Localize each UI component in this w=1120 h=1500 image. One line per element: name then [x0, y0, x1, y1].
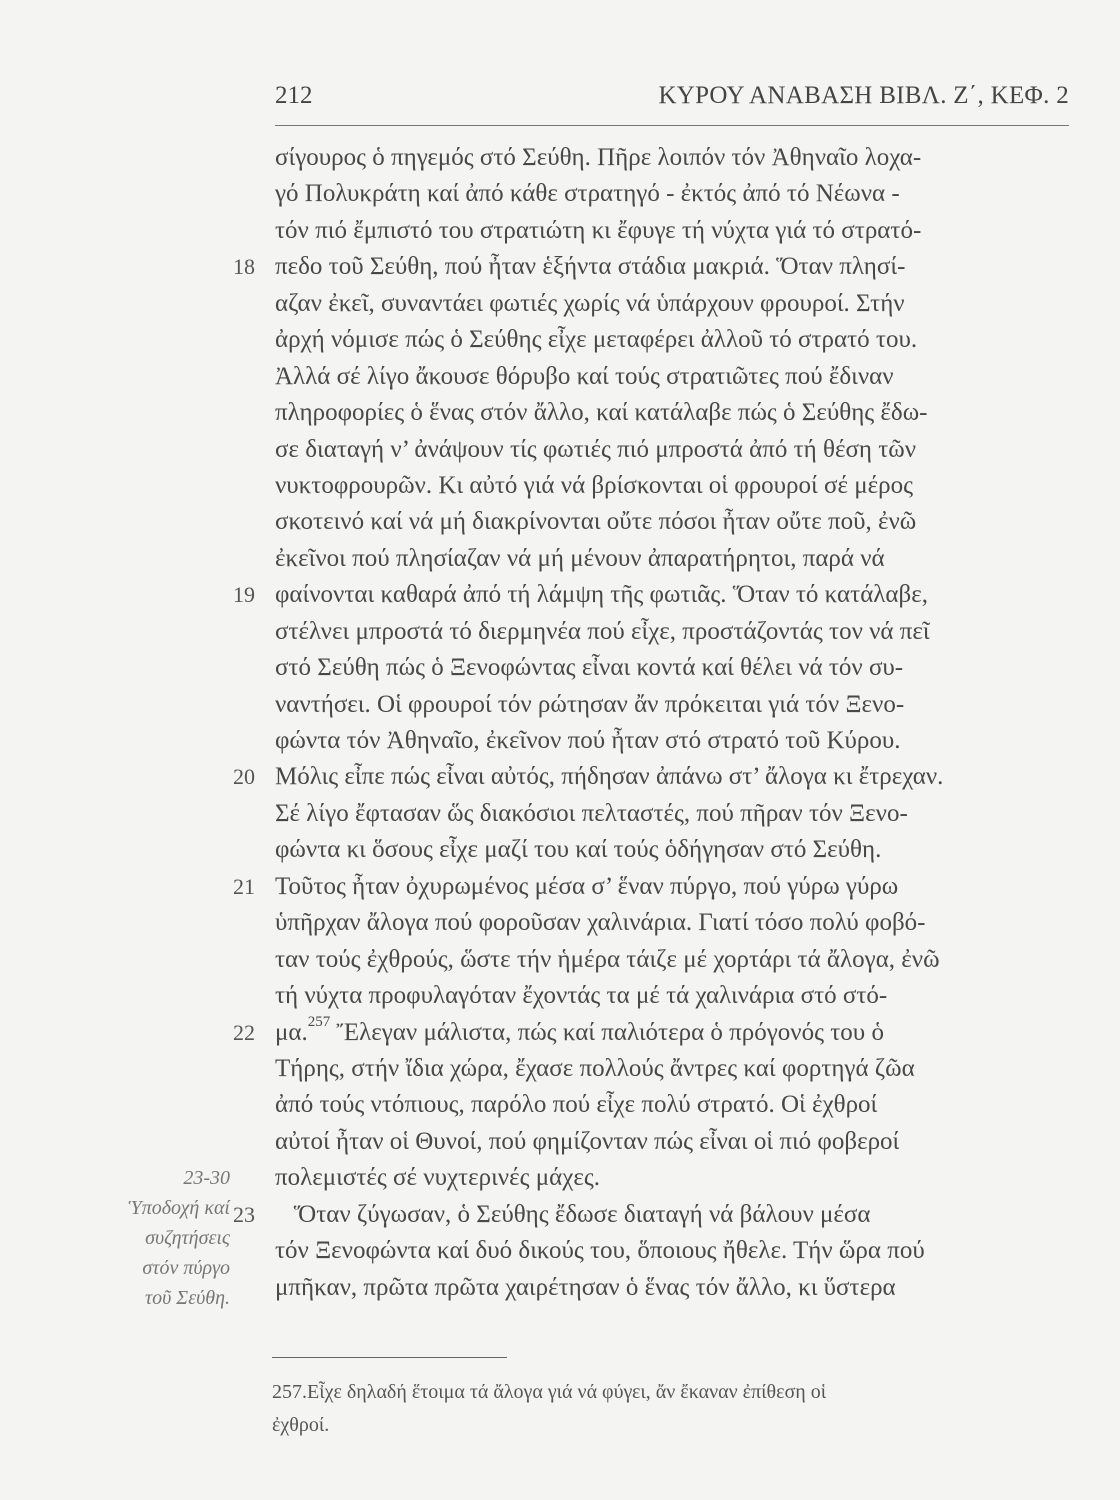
text-line: πολεμιστές σέ νυχτερινές μάχες. [275, 1164, 600, 1192]
text-line: ἐκεῖνοι πού πλησίαζαν νά μή μένουν ἀπαρατήρητοι, παρά νά [275, 544, 885, 572]
text-line: Σέ λίγο ἔφτασαν ὥς διακόσιοι πελταστές, πού πῆραν τόν Ξενο- [275, 799, 908, 827]
line-number: 21 [233, 873, 255, 899]
text-line: φώντα τόν Ἀθηναῖο, ἐκεῖνον πού ἦταν στό στρατό τοῦ Κύρου. [275, 727, 901, 754]
line-number: 22 [233, 1019, 255, 1045]
text-line: φώντα κι ὅσους εἶχε μαζί του καί τούς ὁδήγησαν στό Σεύθη. [275, 836, 882, 864]
footnote-line: ἐχθροί. [272, 1414, 330, 1436]
text-line: σίγουρος ὁ πηγεμός στό Σεύθη. Πῆρε λοιπόν τόν Ἀθηναῖο λοχα- [275, 144, 922, 171]
footnote-rule [272, 1357, 507, 1358]
text-line: 20 Μόλις εἶπε πώς εἶναι αὐτός, πήδησαν ἀπάνω στ’ ἄλογα κι ἔτρεχαν. [275, 759, 1085, 795]
running-title: ΚΥΡΟΥ ΑΝΑΒΑΣΗ ΒΙΒΛ. Ζ΄, ΚΕΦ. 2 [658, 82, 1069, 109]
text-line: Τήρης, στήν ἴδια χώρα, ἔχασε πολλούς ἄντρες καί φορτηγά ζῶα [275, 1054, 915, 1082]
text-line: Ἀλλά σέ λίγο ἄκουσε θόρυβο καί τούς στρατιῶτες πού ἔδιναν [275, 362, 894, 390]
text-line: 19 φαίνονται καθαρά ἀπό τή λάμψη τῆς φωτιᾶς. Ὅταν τό κατάλαβε, [275, 577, 1085, 613]
text-line: αζαν ἐκεῖ, συναντάει φωτιές χωρίς νά ὑπάρχουν φρουροί. Στήν [275, 289, 905, 317]
footnote-line: 257.Εἶχε δηλαδή ἕτοιμα τά ἄλογα γιά νά φύγει, ἄν ἔκαναν ἐπίθεση οἱ [272, 1381, 827, 1403]
footnote-ref[interactable]: 257 [307, 1014, 331, 1031]
footnote [272, 1376, 1072, 1442]
text-line: ἀρχή νόμισε πώς ὁ Σεύθης εἶχε μεταφέρει ἀλλοῦ τό στρατό του. [275, 326, 918, 354]
line-number: 18 [233, 254, 255, 280]
text-line: σε διαταγή ν’ ἀνάψουν τίς φωτιές πιό μπροστά ἀπό τή θέση τῶν [275, 435, 917, 463]
text-line: ὑπῆρχαν ἄλογα πού φοροῦσαν χαλινάρια. Γιατί τόσο πολύ φοβό- [275, 909, 926, 937]
page-header [275, 82, 1069, 118]
text-line: 22 μα.$^{257}$ Ἔλεγαν μάλιστα, πώς καί παλιότερα ὁ πρόγονός του ὁ [275, 1015, 1085, 1051]
line-number: 20 [233, 764, 255, 790]
text-line: ταν τούς ἐχθρούς, ὥστε τήν ἡμέρα τάιζε μέ χορτάρι τά ἄλογα, ἐνῶ [275, 945, 940, 973]
page-number: 212 [275, 82, 313, 109]
text-line: 23 Ὅταν ζύγωσαν, ὁ Σεύθης ἔδωσε διαταγή νά βάλουν μέσα [275, 1197, 1085, 1233]
text-line: πληροφορίες ὁ ἕνας στόν ἄλλο, καί κατάλαβε πώς ὁ Σεύθης ἔδω- [275, 399, 928, 427]
text-line: τόν Ξενοφώντα καί δυό δικούς του, ὅποιους ἤθελε. Τήν ὥρα πού [275, 1237, 925, 1265]
margin-note-line: στόν πύργο [142, 1257, 230, 1279]
text-line: νυκτοφρουρῶν. Κι αὐτό γιά νά βρίσκονται οἱ φρουροί σέ μέρος [275, 471, 914, 499]
margin-note-line: τοῦ Σεύθη. [144, 1287, 230, 1309]
body-text [233, 140, 1085, 1306]
margin-note-line: Ὑποδοχή καί [128, 1197, 230, 1219]
line-number: 23 [233, 1201, 255, 1227]
text-line: ναντήσει. Οἱ φρουροί τόν ρώτησαν ἄν πρόκειται γιά τόν Ξενο- [275, 690, 905, 718]
text-line: 18 πεδο τοῦ Σεύθη, πού ἦταν ἑξήντα στάδια μακριά. Ὅταν πλησί- [275, 249, 1085, 285]
text-line: γό Πολυκράτη καί ἀπό κάθε στρατηγό - ἐκτός ἀπό τό Νέωνα - [275, 180, 900, 208]
margin-note-range: 23-30 [183, 1167, 230, 1189]
text-line: ἀπό τούς ντόπιους, παρόλο πού εἶχε πολύ στρατό. Οἱ ἐχθροί [275, 1091, 878, 1119]
margin-note-line: συζητήσεις [145, 1227, 230, 1249]
text-line: μπῆκαν, πρῶτα πρῶτα χαιρέτησαν ὁ ἕνας τόν ἄλλο, κι ὕστερα [275, 1273, 896, 1301]
margin-note [40, 1163, 230, 1313]
text-line: 21 Τοῦτος ἦταν ὀχυρωμένος μέσα σ’ ἕναν πύργο, πού γύρω γύρω [275, 869, 1085, 905]
header-rule [275, 125, 1069, 126]
text-line: τόν πιό ἔμπιστό του στρατιώτη κι ἔφυγε τή νύχτα γιά τό στρατό- [275, 216, 922, 244]
text-line: αὐτοί ἦταν οἱ Θυνοί, πού φημίζονταν πώς εἶναι οἱ πιό φοβεροί [275, 1127, 900, 1155]
text-line: στέλνει μπροστά τό διερμηνέα πού εἶχε, προστάζοντάς τον νά πεῖ [275, 617, 930, 645]
text-line: στό Σεύθη πώς ὁ Ξενοφώντας εἶναι κοντά καί θέλει νά τόν συ- [275, 654, 904, 682]
text-line: σκοτεινό καί νά μή διακρίνονται οὔτε πόσοι ἦταν οὔτε ποῦ, ἐνῶ [275, 508, 917, 536]
line-number: 19 [233, 582, 255, 608]
text-line: τή νύχτα προφυλαγόταν ἔχοντάς τα μέ τά χαλινάρια στό στό- [275, 982, 888, 1010]
